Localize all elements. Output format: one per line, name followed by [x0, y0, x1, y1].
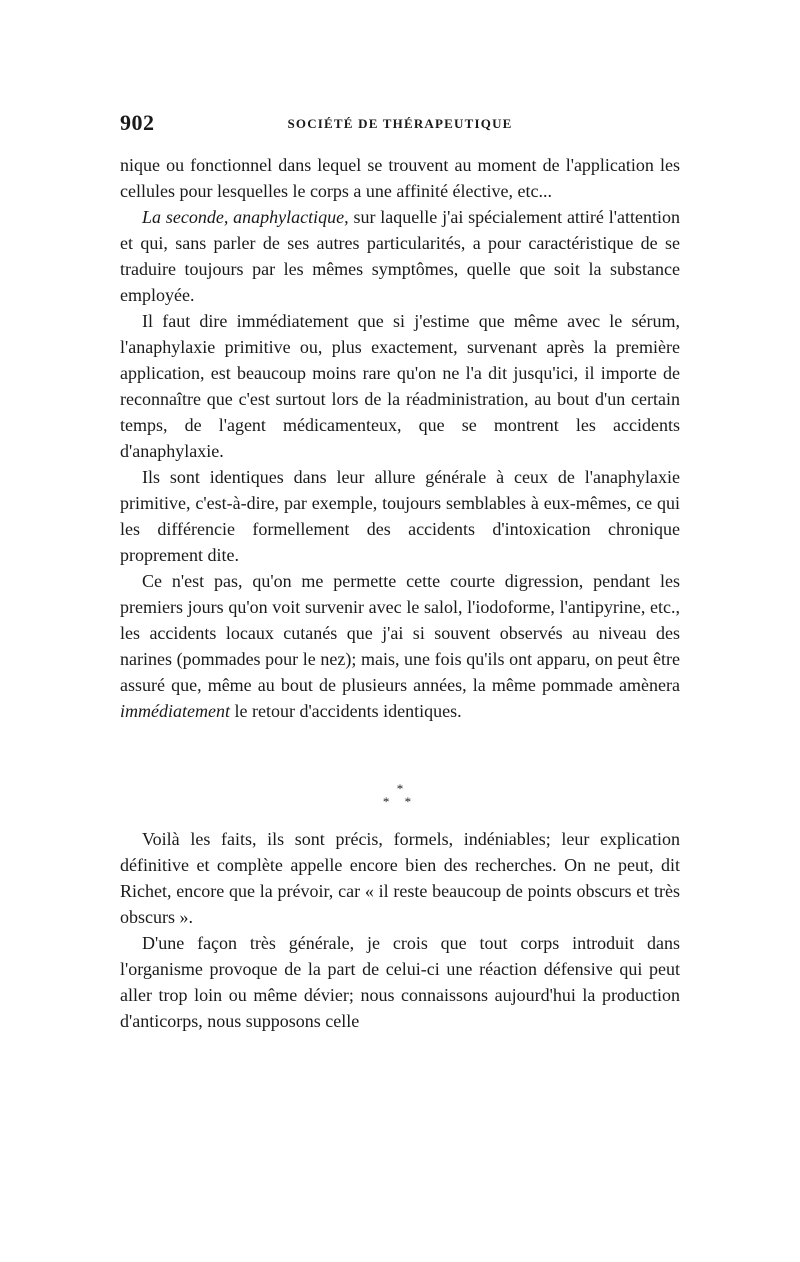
page-number: 902 [120, 110, 155, 135]
paragraph-text: Il faut dire immédiatement que si j'estime que même avec le sérum, l'anaphylaxie primitive ou, plus exactement, survenant après la première application, est beaucoup moins rare qu'on ne l'a dit jusqu'ici, il importe de reconnaître que c'est surtout lors de la réadministration, au bout d'un certain temps, de l'agent médicamenteux, que se montrent les accidents d'anaphylaxie. [120, 311, 680, 461]
paragraph [120, 464, 680, 568]
paragraph-text: D'une façon très générale, je crois que tout corps introduit dans l'organisme provoque de la part de celui-ci une réaction défensive qui peut aller trop loin ou même dévier; nous connaissons aujourd'hui la production d'anticorps, nous supposons celle [120, 933, 680, 1031]
paragraph-lead-italic: La seconde, anaphylactique, [142, 207, 349, 227]
paragraph [120, 826, 680, 930]
running-title: SOCIÉTÉ DE THÉRAPEUTIQUE [287, 116, 513, 131]
asterism-bottom: * * [382, 794, 418, 809]
paragraph [120, 930, 680, 1034]
asterism-top: * [396, 781, 404, 796]
paragraph-text: Voilà les faits, ils sont précis, formels, indéniables; leur explication définitive et complète appelle encore bien des recherches. On ne peut, dit Richet, encore que la prévoir, car « il reste beaucoup de points obscurs et très obscurs ». [120, 829, 680, 927]
paragraph-text: sur laquelle j'ai spécialement attiré l'attention et qui, sans parler de ses autres particularités, a pour caractéristique de se traduire toujours par les mêmes symptômes, quelle que soit la substance employée. [120, 207, 680, 305]
body-text-top [120, 152, 680, 724]
paragraph [120, 308, 680, 464]
section-asterism [370, 782, 430, 816]
paragraph [120, 204, 680, 308]
paragraph [120, 568, 680, 724]
paragraph-text: Ce n'est pas, qu'on me permette cette courte digression, pendant les premiers jours qu'on voit survenir avec le salol, l'iodoforme, l'antipyrine, etc., les accidents locaux cutanés que j'ai si souvent observés au niveau des narines (pommades pour le nez); mais, une fois qu'ils ont apparu, on peut être assuré que, même au bout de plusieurs années, la même pommade amènera [120, 571, 680, 695]
paragraph-tail: le retour d'accidents identiques. [229, 701, 462, 721]
page-header [120, 110, 680, 138]
body-text-bottom [120, 826, 680, 1034]
paragraph-text: Ils sont identiques dans leur allure générale à ceux de l'anaphylaxie primitive, c'est-à-dire, par exemple, toujours semblables à eux-mêmes, ce qui les différencie formellement des accidents d'intoxication chronique proprement dite. [120, 467, 680, 565]
paragraph [120, 152, 680, 204]
paragraph-text: nique ou fonctionnel dans lequel se trouvent au moment de l'application les cellules pour lesquelles le corps a une affinité élective, etc... [120, 155, 680, 201]
paragraph-tail-italic: immédiatement [120, 701, 230, 721]
